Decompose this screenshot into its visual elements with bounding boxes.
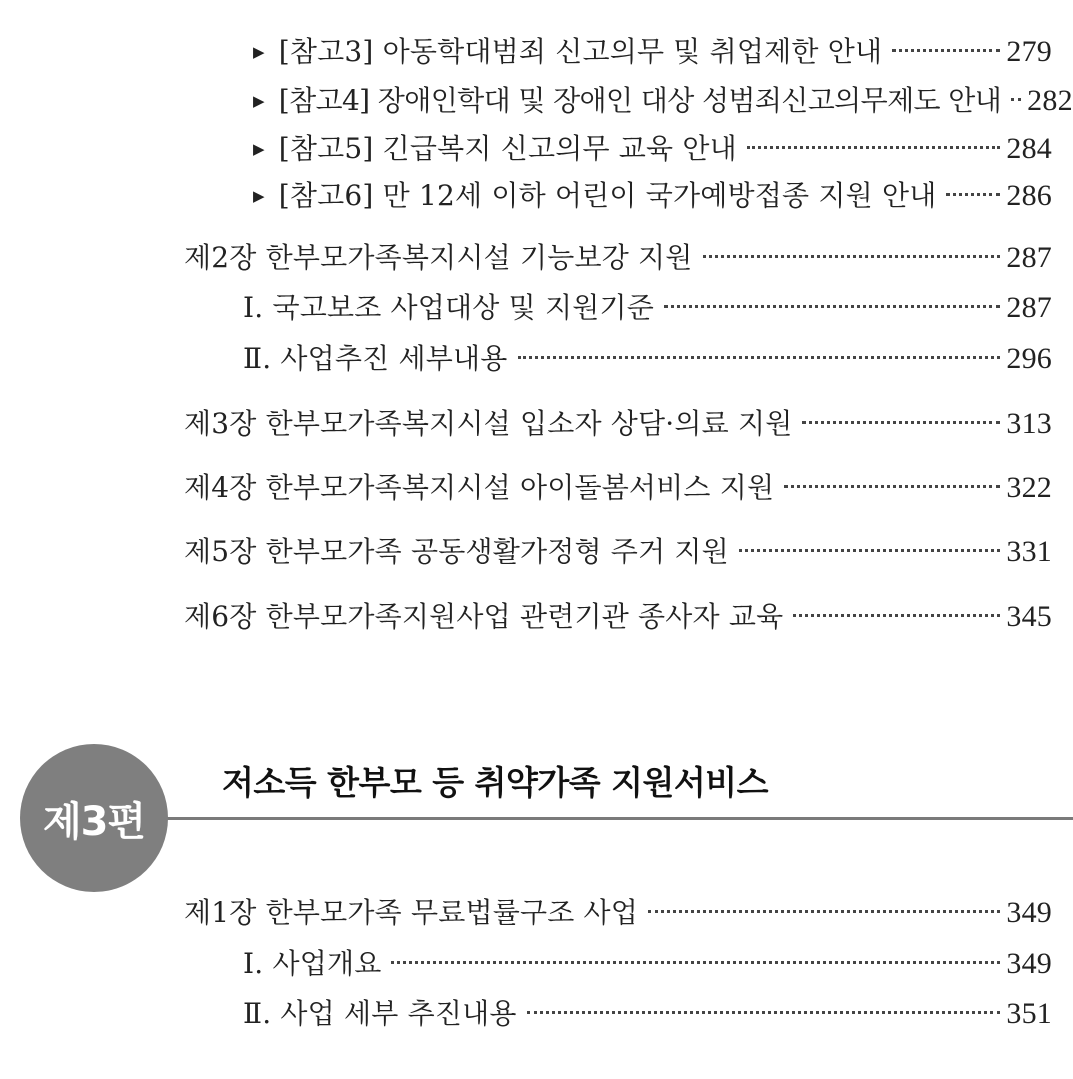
- toc-entry-section-2[interactable]: [243, 342, 1052, 376]
- triangle-bullet-icon: ▶: [253, 43, 265, 61]
- toc-entry-chapter-1[interactable]: [184, 896, 1052, 930]
- triangle-bullet-icon: ▶: [253, 140, 265, 158]
- dot-leader: [664, 305, 1000, 308]
- toc-entry-page: 287: [1006, 241, 1052, 274]
- dot-leader: [739, 549, 1001, 552]
- toc-entry-page: 296: [1006, 342, 1052, 375]
- toc-entry-page: 287: [1006, 291, 1052, 324]
- toc-entry-chapter-2[interactable]: [184, 241, 1052, 275]
- toc-entry-section-1[interactable]: [243, 291, 1052, 325]
- toc-entry-page: 345: [1006, 600, 1052, 633]
- toc-entry-page: 331: [1006, 535, 1052, 568]
- part-title: 저소득 한부모 등 취약가족 지원서비스: [222, 763, 769, 802]
- dot-leader: [527, 1011, 1001, 1014]
- toc-entry-title: [참고6] 만 12세 이하 어린이 국가예방접종 지원 안내: [278, 179, 937, 212]
- toc-entry-page: 279: [1006, 35, 1052, 68]
- dot-leader: [747, 146, 1001, 149]
- toc-entry-title: 제1장 한부모가족 무료법률구조 사업: [184, 896, 639, 929]
- triangle-bullet-icon: ▶: [253, 92, 265, 110]
- toc-entry-page: 351: [1006, 997, 1052, 1030]
- toc-entry-title: 제4장 한부모가족복지시설 아이돌봄서비스 지원: [184, 471, 775, 504]
- dot-leader: [802, 421, 1000, 424]
- toc-entry-chapter-5[interactable]: [184, 535, 1052, 569]
- toc-entry-reference-6[interactable]: [253, 179, 1052, 217]
- toc-entry-page: 322: [1006, 471, 1052, 504]
- toc-entry-page: 282: [1027, 84, 1073, 117]
- dot-leader: [648, 910, 1000, 913]
- dot-leader: [946, 193, 1000, 196]
- dot-leader: [784, 485, 1000, 488]
- toc-entry-title: [참고4] 장애인학대 및 장애인 대상 성범죄신고의무제도 안내: [278, 84, 1002, 117]
- dot-leader: [518, 356, 1001, 359]
- toc-entry-chapter-4[interactable]: [184, 471, 1052, 505]
- toc-entry-page: 349: [1006, 947, 1052, 980]
- triangle-bullet-icon: ▶: [253, 187, 265, 205]
- toc-entry-title: 제5장 한부모가족 공동생활가정형 주거 지원: [184, 535, 729, 568]
- dot-leader: [793, 614, 1000, 617]
- toc-entry-chapter-6[interactable]: [184, 600, 1052, 634]
- dot-leader: [703, 255, 1001, 258]
- toc-entry-reference-5[interactable]: [253, 132, 1052, 170]
- toc-entry-page: 313: [1006, 407, 1052, 440]
- toc-entry-reference-3[interactable]: [253, 35, 1052, 73]
- toc-entry-page: 349: [1006, 896, 1052, 929]
- toc-entry-page: 286: [1006, 179, 1052, 212]
- toc-entry-reference-4[interactable]: [253, 84, 1073, 122]
- dot-leader: [1011, 98, 1021, 101]
- dot-leader: [892, 49, 1000, 52]
- toc-entry-section-2[interactable]: [243, 997, 1052, 1031]
- toc-entry-title: 제2장 한부모가족복지시설 기능보강 지원: [184, 241, 693, 274]
- toc-entry-title: [참고5] 긴급복지 신고의무 교육 안내: [278, 132, 737, 165]
- toc-entry-title: 제3장 한부모가족복지시설 입소자 상담·의료 지원: [184, 407, 793, 440]
- toc-entry-page: 284: [1006, 132, 1052, 165]
- toc-entry-title: Ⅱ. 사업추진 세부내용: [243, 342, 508, 375]
- toc-entry-title: 제6장 한부모가족지원사업 관련기관 종사자 교육: [184, 600, 784, 633]
- toc-entry-title: Ⅱ. 사업 세부 추진내용: [243, 997, 517, 1030]
- toc-entry-title: [참고3] 아동학대범죄 신고의무 및 취업제한 안내: [278, 35, 883, 68]
- toc-entry-title: Ⅰ. 국고보조 사업대상 및 지원기준: [243, 291, 654, 324]
- toc-entry-section-1[interactable]: [243, 947, 1052, 981]
- dot-leader: [391, 961, 1000, 964]
- toc-entry-chapter-3[interactable]: [184, 407, 1052, 441]
- part-number-badge: 제3편: [20, 744, 168, 892]
- part-divider-rule: [150, 817, 1073, 820]
- toc-entry-title: Ⅰ. 사업개요: [243, 947, 382, 980]
